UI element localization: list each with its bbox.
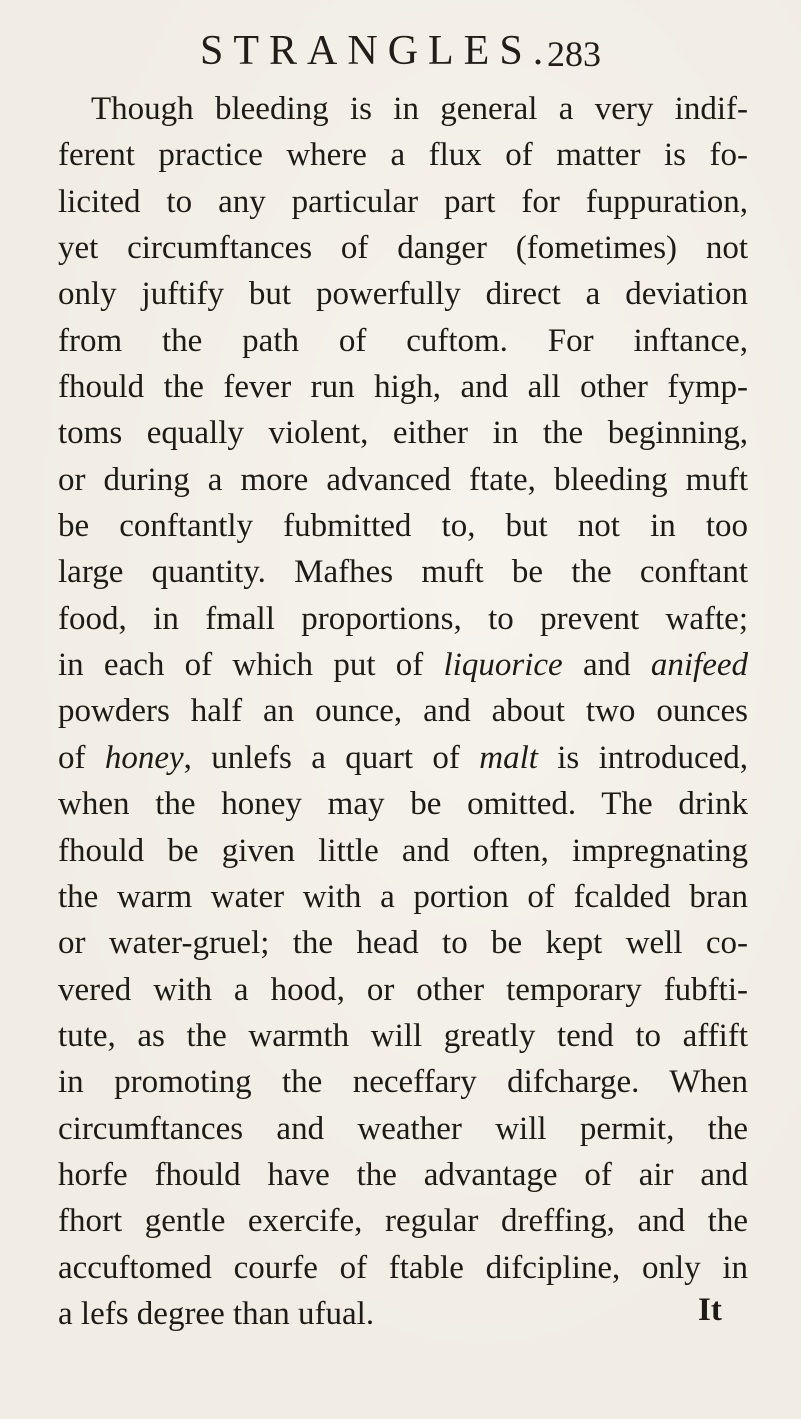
italic-term: malt	[479, 739, 538, 776]
text-line: only juftify but powerfully direct a deviation	[58, 276, 748, 313]
text-line	[58, 642, 748, 688]
catchword: It	[698, 1292, 722, 1328]
text-line: food, in fmall proportions, to prevent wafte;	[58, 600, 748, 637]
italic-term: honey	[104, 739, 184, 776]
text-run: in each of which put of	[58, 647, 444, 684]
text-line: circumftances and weather will permit, the	[58, 1110, 748, 1147]
body-text	[58, 86, 748, 1337]
text-line: toms equally violent, either in the beginning,	[58, 415, 748, 452]
text-line: large quantity. Mafhes muft be the conftant	[58, 554, 748, 591]
text-line: when the honey may be omitted. The drink	[58, 786, 748, 823]
text-run: and	[562, 647, 651, 684]
text-line: in promoting the neceffary difcharge. When	[58, 1064, 748, 1101]
page-number: 283	[547, 34, 601, 74]
text-line: or water-gruel; the head to be kept well co-	[58, 925, 748, 962]
text-line: yet circumftances of danger (fometimes) not	[58, 230, 748, 267]
text-line: accuftomed courfe of ftable difcipline, only in	[58, 1249, 748, 1286]
italic-term: liquorice	[443, 647, 563, 684]
running-head	[200, 26, 720, 76]
text-line: tute, as the warmth will greatly tend to affift	[58, 1017, 748, 1054]
text-line: horfe fhould have the advantage of air and	[58, 1156, 748, 1193]
text-run: is introduced,	[537, 739, 748, 776]
text-line	[58, 735, 748, 781]
text-line: vered with a hood, or other temporary fubfti-	[58, 971, 748, 1008]
running-title: STRANGLES.	[200, 28, 554, 74]
text-line: ferent practice where a flux of matter is fo-	[58, 137, 748, 174]
italic-term: anifeed	[650, 647, 748, 684]
text-line: a lefs degree than ufual.	[58, 1295, 375, 1332]
text-line: Though bleeding is in general a very indif-	[91, 91, 748, 127]
text-run: , unlefs a quart of	[183, 739, 480, 776]
text-line: licited to any particular part for fuppuration,	[58, 183, 748, 220]
text-line: fhould the fever run high, and all other fymp-	[58, 369, 748, 406]
text-line: from the path of cuftom. For inftance,	[58, 322, 748, 359]
text-line: powders half an ounce, and about two ounces	[58, 693, 748, 730]
text-run: of	[58, 739, 105, 776]
text-line: be conftantly fubmitted to, but not in too	[58, 508, 748, 545]
text-line: or during a more advanced ftate, bleeding muft	[58, 461, 748, 498]
text-line: fhould be given little and often, impregnating	[58, 832, 748, 869]
text-line: the warm water with a portion of fcalded bran	[58, 878, 748, 915]
text-line: fhort gentle exercife, regular dreffing, and the	[58, 1203, 748, 1240]
